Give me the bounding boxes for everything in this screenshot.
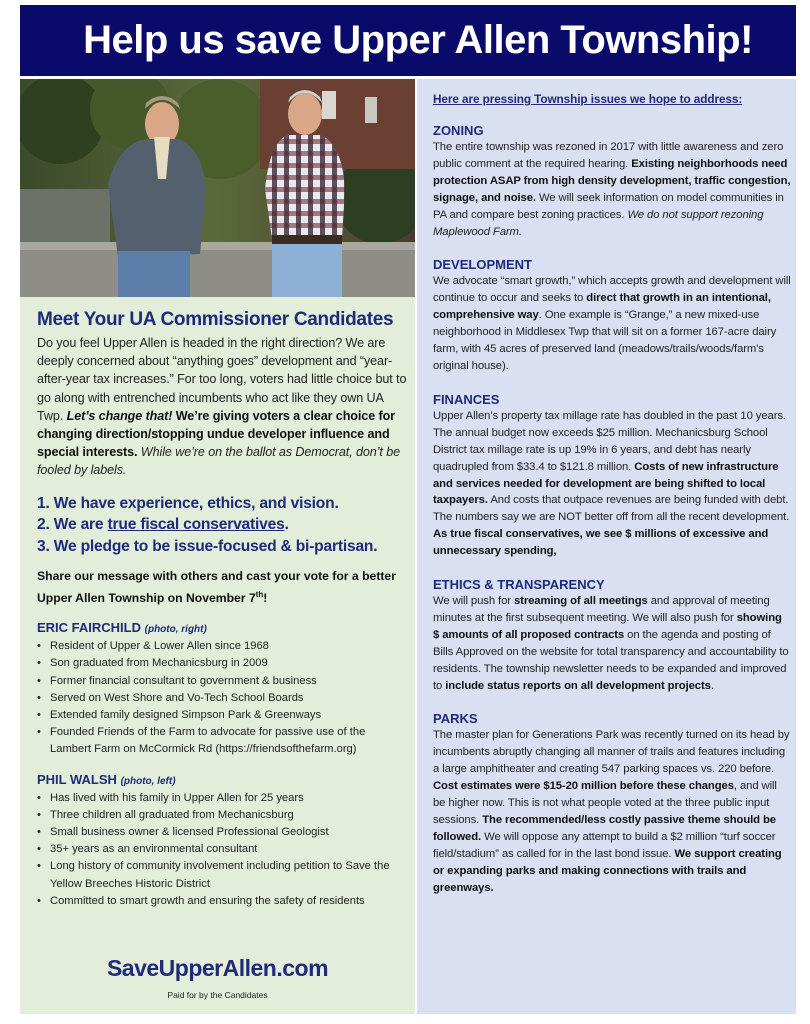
body-bold: include status reports on all development projects <box>445 679 711 692</box>
issue-section-parks <box>433 711 791 896</box>
body-text: . One example is “Grange,” a new mixed-use neighborhood in Middlesex Twp that will sit on a former 167-acre dairy farm, with 45 acres of preserved land (meadows/trails/woods/farm's original house). <box>433 309 777 372</box>
issue-section-zoning <box>433 123 791 240</box>
issue-title: ETHICS & TRANSPARENCY <box>433 577 605 593</box>
body-bold: As true fiscal conservatives, we see $ millions of excessive and unnecessary spending, <box>433 528 769 558</box>
candidate-bio-list <box>37 790 409 910</box>
bio-item: • 35+ years as an environmental consultant <box>37 841 409 858</box>
issue-title: ZONING <box>433 123 484 138</box>
fiscal-conservatives-underlined: true fiscal conservatives <box>107 516 285 534</box>
share-end: ! <box>263 590 268 605</box>
candidate-name-eric-fairchild <box>37 620 409 635</box>
body-bold: showing $ amounts of all proposed contracts <box>433 611 782 641</box>
issue-section-development <box>433 257 791 374</box>
share-message <box>37 568 409 607</box>
share-text: Share our message with others and cast your vote for a better Upper Allen Township on November 7 <box>37 569 396 605</box>
body-text: And costs that outpace revenues are being funded with debt. The numbers say we are NOT better off from all the recent development. <box>433 494 790 524</box>
issue-body <box>433 593 791 694</box>
intro-text: Do you feel Upper Allen is headed in the right direction? We are deeply concerned about “anything goes” development and “year-after-year tax increases.” For too long, voters had little choice but to go along with entrenched incumbents who act like they own UA Twp. <box>37 336 407 423</box>
issue-body <box>433 727 791 896</box>
body-bold: We support creating or expanding parks and making connections with trails and greenways. <box>433 847 782 894</box>
body-text: We will push for <box>433 595 514 608</box>
share-sup: th <box>255 589 264 599</box>
candidates-photo-illustration <box>20 79 415 297</box>
issue-section-finances <box>433 392 791 560</box>
body-italic: We do not support rezoning Maplewood Farm. <box>433 208 764 238</box>
candidate-photo-note: (photo, right) <box>144 624 207 636</box>
body-bold: streaming of all meetings <box>513 595 648 608</box>
body-bold: Existing neighborhoods need protection ASAP from high density development, traffic congestion, signage, and noise. <box>433 157 791 204</box>
page-header-banner <box>20 5 796 76</box>
issues-panel <box>417 79 796 1014</box>
bio-item: • Former financial consultant to government & business <box>37 673 409 690</box>
body-text: , and will be higher now. This is not what people voted at the three public input sessions. <box>433 780 777 826</box>
body-text: . <box>710 679 714 692</box>
issue-body <box>433 408 791 560</box>
pledges-list <box>37 493 409 558</box>
body-bold: Cost estimates were $15-20 million before these changes <box>433 780 734 793</box>
issue-title: DEVELOPMENT <box>433 257 532 273</box>
body-text: The entire township was rezoned in 2017 with little awareness and zero public comment at the required hearing. <box>433 141 784 170</box>
candidate-name: ERIC FAIRCHILD <box>37 620 141 636</box>
issue-section-ethics <box>433 577 791 694</box>
pledge-prefix: 2. We are <box>37 516 108 534</box>
candidates-panel <box>20 79 415 1014</box>
body-text: on the agenda and posting of Bills Approved on the website for total transparency and accountability to residents. The township newsletter needs to be expanded and improved to <box>433 628 789 692</box>
meet-candidates-heading: Meet Your UA Commissioner Candidates <box>37 309 394 330</box>
campaign-website-link[interactable]: SaveUpperAllen.com <box>106 955 329 981</box>
intro-paragraph <box>37 334 409 480</box>
bio-item: • Son graduated from Mechanicsburg in 2009 <box>37 655 409 672</box>
issue-body <box>433 273 791 374</box>
issue-title: PARKS <box>433 711 478 727</box>
issue-title: FINANCES <box>433 391 500 407</box>
pledge-item: 1. We have experience, ethics, and vision. <box>37 494 339 512</box>
bio-item: • Served on West Shore and Vo-Tech School Boards <box>37 690 409 707</box>
candidate-name-phil-walsh <box>37 772 409 787</box>
body-bold: Costs of new infrastructure and services needed for development are being shifted to local taxpayers. <box>433 460 779 507</box>
intro-italic-text: While we’re on the ballot as Democrat, don’t be fooled by labels. <box>37 445 401 478</box>
bio-item: • Committed to smart growth and ensuring the safety of residents <box>37 893 409 910</box>
body-text: We advocate “smart growth,” which accepts growth and development will continue to occur and seeks to <box>433 275 791 305</box>
pledge-item: 3. We pledge to be issue-focused & bi-partisan. <box>37 537 378 555</box>
bio-item: • Resident of Upper & Lower Allen since 1968 <box>37 638 409 655</box>
body-bold: direct that growth in an intentional, comprehensive way <box>433 292 771 322</box>
issue-body <box>433 139 791 240</box>
body-text: and approval of meeting minutes at the first subsequent meeting. We will also push for <box>433 595 770 624</box>
candidate-photo-note: (photo, left) <box>120 775 176 787</box>
issues-content <box>433 92 791 897</box>
bio-item: • Small business owner & licensed Professional Geologist <box>37 824 409 841</box>
bio-item: • Three children all graduated from Mechanicsburg <box>37 807 409 824</box>
candidate-bio-list <box>37 638 409 758</box>
lets-change-text: Let’s change that! <box>66 408 173 423</box>
bio-item: • Founded Friends of the Farm to advocate for passive use of the Lambert Farm on McCormick Rd (https://friendsofthefarm.org) <box>37 724 409 758</box>
intro-bold-text: We’re giving voters a clear choice for changing direction/stopping undue developer influence and special interests. <box>37 408 395 460</box>
bio-item: • Long history of community involvement including petition to Save the Yellow Breeches Historic District <box>37 858 409 892</box>
bio-item: • Has lived with his family in Upper Allen for 25 years <box>37 790 409 807</box>
bio-item: • Extended family designed Simpson Park & Greenways <box>37 707 409 724</box>
candidates-photo <box>20 79 415 297</box>
pledge-item <box>37 514 409 536</box>
page-title: Help us save Upper Allen Township! <box>83 18 753 62</box>
body-text: The master plan for Generations Park was recently turned on its head by incumbents abruptly changing all manner of trails and features including a large amphitheater and creating 547 parking spaces vs. 220 before. <box>433 729 790 776</box>
paid-for-disclaimer: Paid for by the Candidates <box>167 990 268 1000</box>
issues-heading: Here are pressing Township issues we hope to address: <box>433 92 743 106</box>
body-bold: The recommended/less costly passive theme should be followed. <box>433 814 776 843</box>
body-text: We will oppose any attempt to build a $2 million “turf soccer field/stadium” as called for in the last bond issue. <box>433 830 776 860</box>
body-text: We will seek information on model communities in PA and compare best zoning practices. <box>433 191 784 221</box>
candidate-name: PHIL WALSH <box>37 771 117 787</box>
pledge-suffix: . <box>284 516 289 534</box>
body-text: Upper Allen’s property tax millage rate has doubled in the past 10 years. The annual budget now exceeds $25 million. Mechanicsburg School District tax millage rate is up 19% in 6 years, and debt has nearly quadrupled from $33.4 to $121.8 million. <box>433 409 786 473</box>
candidates-content <box>37 309 409 910</box>
